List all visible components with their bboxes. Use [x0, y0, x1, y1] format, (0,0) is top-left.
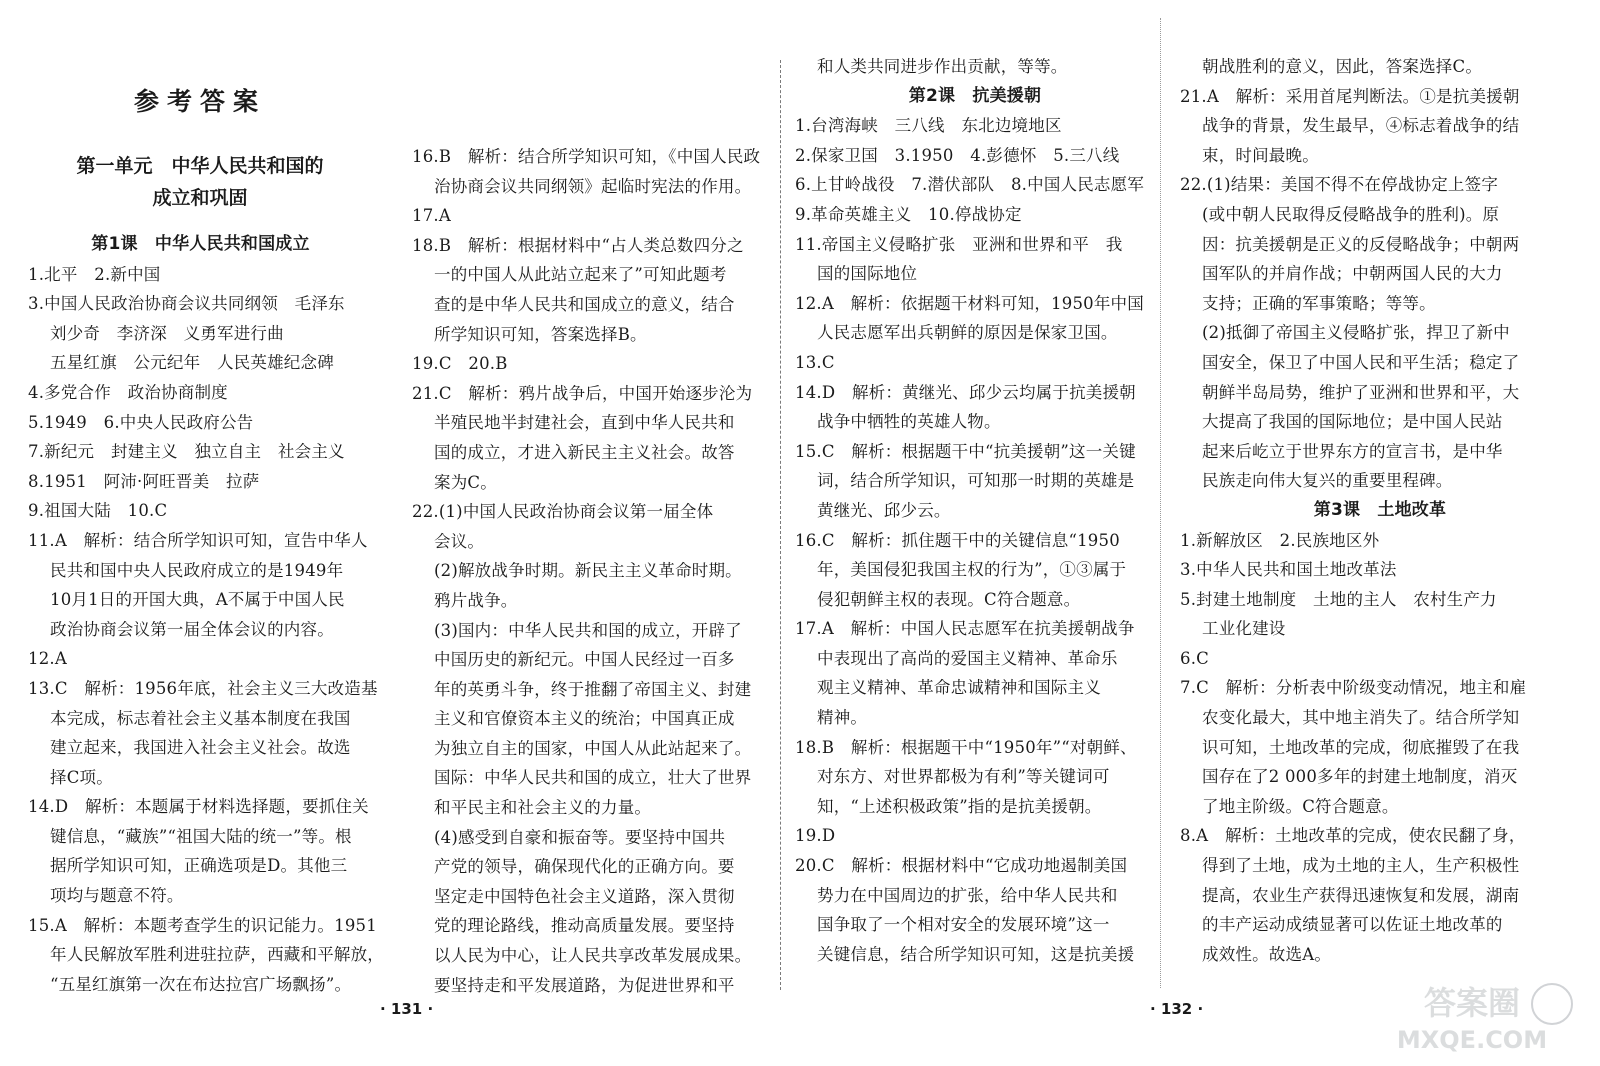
answer-line: 政治协商会议第一届全体会议的内容。	[50, 619, 334, 639]
answer-line: 战争中牺牲的英雄人物。	[817, 412, 1001, 432]
answer-line: 知，“上述积极政策”指的是抗美援朝。	[817, 796, 1102, 816]
answer-line: 要坚持走和平发展道路，为促进世界和平	[434, 975, 735, 995]
answer-line: 国际：中华人民共和国的成立，壮大了世界	[434, 768, 752, 788]
answer-line: 3.中华人民共和国土地改革法	[1180, 560, 1397, 580]
answer-line: 16.B 解析：结合所学知识可知，《中国人民政	[412, 147, 761, 166]
answer-line: 农变化最大，其中地主消失了。结合所学知	[1202, 708, 1520, 728]
unit-title	[0, 150, 400, 214]
watermark-text-bottom: MXQE.COM	[1396, 1026, 1548, 1054]
answer-line: 得到了土地，成为土地的主人，生产积极性	[1202, 856, 1520, 876]
answer-line: 19.C 20.B	[412, 354, 508, 374]
answer-line: 22.(1)中国人民政治协商会议第一届全体	[412, 502, 714, 522]
column-1	[28, 230, 384, 999]
answer-line: 势力在中国周边的扩张，给中华人民共和	[817, 885, 1118, 905]
answer-line: 16.C 解析：抓住题干中的关键信息“1950	[795, 530, 1120, 550]
answer-line: 束，时间最晚。	[1202, 145, 1319, 165]
answer-line: 13.C 解析：1956年底，社会主义三大改造基	[28, 678, 378, 698]
page-number-left: · 131 ·	[380, 1000, 434, 1018]
answer-line: 2.保家卫国 3.1950 4.彭德怀 5.三八线	[795, 145, 1120, 165]
unit-title-line2: 成立和巩固	[152, 187, 248, 209]
answer-line: (4)感受到自豪和振奋等。要坚持中国共	[434, 827, 726, 847]
answer-line: 6.C	[1180, 648, 1209, 668]
answer-line: 22.(1)结果：美国不得不在停战协定上签字	[1180, 175, 1499, 195]
answer-line: 关键信息，结合所学知识可知，这是抗美援	[817, 944, 1135, 964]
answer-line: 项均与题意不符。	[50, 886, 184, 906]
answer-line: (2)解放战争时期。新民主主义革命时期。	[434, 561, 742, 581]
answer-line: 建立起来，我国进入社会主义社会。故选	[50, 738, 351, 758]
answer-line: 查的是中华人民共和国成立的意义，结合	[434, 294, 735, 314]
answer-line: 侵犯朝鲜主权的表现。C符合题意。	[817, 589, 1081, 609]
lesson-title: 第1课 中华人民共和国成立	[91, 234, 310, 254]
answer-line: 1.北平 2.新中国	[28, 264, 161, 284]
answer-line: 择C项。	[50, 767, 113, 787]
watermark-logo	[1362, 976, 1582, 1056]
answer-line: 21.C 解析：鸦片战争后，中国开始逐步沦为	[412, 383, 753, 403]
answer-line: 民共和国中央人民政府成立的是1949年	[50, 560, 344, 580]
answer-line: 精神。	[817, 708, 868, 728]
answer-line: 8.1951 阿沛·阿旺晋美 拉萨	[28, 471, 260, 491]
column-divider	[780, 60, 781, 990]
answer-line: 15.A 解析：本题考查学生的识记能力。1951	[28, 915, 377, 935]
answer-line: 1.新解放区 2.民族地区外	[1180, 530, 1380, 550]
answer-line: 5.封建土地制度 土地的主人 农村生产力	[1180, 589, 1497, 609]
answer-line: 党的理论路线，推动高质量发展。要坚持	[434, 916, 735, 936]
answer-line: 鸦片战争。	[434, 590, 518, 610]
answer-line: 所学知识可知，答案选择B。	[434, 324, 647, 344]
lesson-title: 第2课 抗美援朝	[908, 85, 1042, 106]
answer-line: 和平民主和社会主义的力量。	[434, 798, 652, 818]
answer-line: 3.中国人民政治协商会议共同纲领 毛泽东	[28, 294, 345, 314]
answer-line: 18.B 解析：根据题干中“1950年”“对朝鲜、	[795, 737, 1137, 757]
answer-line: 工业化建设	[1202, 619, 1286, 639]
answer-line: 20.C 解析：根据材料中“它成功地遏制美国	[795, 856, 1128, 876]
answer-line: 13.C	[795, 352, 835, 372]
answer-line: 词，结合所学知识，可知那一时期的英雄是	[817, 471, 1135, 491]
answer-line: 11.帝国主义侵略扩张 亚洲和世界和平 我	[795, 234, 1123, 254]
answer-line: 14.D 解析：本题属于材料选择题，要抓住关	[28, 797, 369, 817]
answer-line: 年的英勇斗争，终于推翻了帝国主义、封建	[434, 679, 752, 699]
answer-line: (3)国内：中华人民共和国的成立，开辟了	[434, 620, 742, 640]
answer-line: 民族走向伟大复兴的重要里程碑。	[1202, 471, 1453, 491]
answer-line: 因：抗美援朝是正义的反侵略战争；中朝两	[1202, 234, 1520, 254]
answer-line: 刘少奇 李济深 义勇军进行曲	[50, 323, 284, 343]
page-number-right: · 132 ·	[1150, 1000, 1204, 1018]
answer-line: 半殖民地半封建社会，直到中华人民共和	[434, 413, 735, 433]
answer-line: 一的中国人从此站立起来了”可知此题考	[434, 265, 727, 285]
answer-line: 12.A	[28, 649, 67, 669]
page-title: 参考答案	[133, 87, 266, 116]
answer-line: 19.D	[795, 826, 836, 846]
watermark-text-top: 答案圈	[1423, 984, 1521, 1022]
answer-line: 了地主阶级。C符合题意。	[1202, 796, 1399, 816]
answer-line: 为独立自主的国家，中国人从此站起来了。	[434, 738, 752, 758]
answer-line: 4.多党合作 政治协商制度	[28, 382, 228, 402]
answer-line: 主义和官僚资本主义的统治；中国真正成	[434, 709, 735, 729]
answer-line: 起来后屹立于世界东方的宣言书，是中华	[1202, 441, 1503, 461]
answer-line: 观主义精神、革命忠诚精神和国际主义	[817, 678, 1101, 698]
answer-line: 6.上甘岭战役 7.潜伏部队 8.中国人民志愿军	[795, 175, 1145, 195]
answer-line: 朝鲜半岛局势，维护了亚洲和世界和平，大	[1202, 382, 1520, 402]
column-divider	[1160, 18, 1161, 988]
answer-line: 17.A 解析：中国人民志愿军在抗美援朝战争	[795, 619, 1135, 639]
answer-line: 会议。	[434, 531, 485, 551]
answer-line: 9.革命英雄主义 10.停战协定	[795, 204, 1022, 224]
answer-line: 键信息，“藏族”“祖国大陆的统一”等。根	[50, 826, 352, 846]
answer-line: 对东方、对世界都极为有利”等关键词可	[817, 767, 1110, 787]
column-4	[1180, 52, 1580, 969]
answer-line: 治协商会议共同纲领》起临时宪法的作用。	[434, 176, 752, 196]
answer-line: 战争的背景，发生最早，④标志着战争的结	[1202, 116, 1520, 136]
answer-line: 识可知，土地改革的完成，彻底摧毁了在我	[1202, 737, 1520, 757]
answer-line: “五星红旗第一次在布达拉宫广场飘扬”。	[50, 974, 352, 994]
answer-line: 年，美国侵犯我国主权的行为”，①③属于	[817, 560, 1127, 580]
answer-line: 17.A	[412, 206, 451, 226]
answer-line: (或中朝人民取得反侵略战争的胜利)。原	[1202, 204, 1500, 224]
column-3	[795, 52, 1155, 969]
answer-line: 提高，农业生产获得迅速恢复和发展，湖南	[1202, 885, 1520, 905]
answer-line: 中国历史的新纪元。中国人民经过一百多	[434, 650, 735, 670]
answer-line: 成效性。故选A。	[1202, 944, 1332, 964]
answer-line: 15.C 解析：根据题干中“抗美援朝”这一关键	[795, 441, 1136, 461]
answer-line: 5.1949 6.中央人民政府公告	[28, 412, 254, 432]
answer-line: 国的成立，才进入新民主主义社会。故答	[434, 442, 735, 462]
answer-line: 国军队的并肩作战；中朝两国人民的大力	[1202, 264, 1503, 284]
answer-line: 朝战胜利的意义，因此，答案选择C。	[1202, 57, 1483, 76]
answer-line: (2)抵御了帝国主义侵略扩张，捍卫了新中	[1202, 323, 1510, 343]
answer-line: 12.A 解析：依据题干材料可知，1950年中国	[795, 293, 1144, 313]
answer-line: 10月1日的开国大典，A不属于中国人民	[50, 590, 345, 610]
answer-line: 五星红旗 公元纪年 人民英雄纪念碑	[50, 353, 334, 373]
answer-line: 据所学知识可知，正确选项是D。其他三	[50, 856, 348, 876]
answer-line: 的丰产运动成绩显著可以佐证土地改革的	[1202, 915, 1503, 935]
answer-line: 和人类共同进步作出贡献，等等。	[817, 57, 1068, 76]
unit-title-line1: 第一单元 中华人民共和国的	[76, 155, 324, 177]
answer-line: 案为C。	[434, 472, 497, 492]
answer-line: 大提高了我国的国际地位；是中国人民站	[1202, 412, 1503, 432]
answer-line: 本完成，标志着社会主义基本制度在我国	[50, 708, 351, 728]
answer-line: 1.台湾海峡 三八线 东北边境地区	[795, 116, 1062, 136]
answer-line: 9.祖国大陆 10.C	[28, 501, 168, 521]
answer-line: 年人民解放军胜利进驻拉萨，西藏和平解放，	[50, 945, 384, 965]
answer-line: 7.新纪元 封建主义 独立自主 社会主义	[28, 442, 345, 462]
answer-line: 黄继光、邱少云。	[817, 500, 951, 520]
answer-line: 11.A 解析：结合所学知识可知，宣告中华人	[28, 530, 368, 550]
answer-line: 产党的领导，确保现代化的正确方向。要	[434, 857, 735, 877]
answer-line: 坚定走中国特色社会主义道路，深入贯彻	[434, 886, 735, 906]
answer-line: 人民志愿军出兵朝鲜的原因是保家卫国。	[817, 323, 1118, 343]
answer-line: 7.C 解析：分析表中阶级变动情况，地主和雇	[1180, 678, 1527, 698]
answer-line: 18.B 解析：根据材料中“占人类总数四分之	[412, 235, 744, 255]
column-2	[412, 142, 777, 1000]
answer-line: 14.D 解析：黄继光、邱少云均属于抗美援朝	[795, 382, 1136, 402]
answer-line: 8.A 解析：土地改革的完成，使农民翻了身，	[1180, 826, 1526, 846]
answer-line: 支持；正确的军事策略；等等。	[1202, 293, 1436, 313]
answer-line: 以人民为中心，让人民共享改革发展成果。	[434, 946, 752, 966]
lesson-title: 第3课 土地改革	[1313, 499, 1447, 520]
answer-line: 中表现出了高尚的爱国主义精神、革命乐	[817, 648, 1118, 668]
answer-line: 国安全，保卫了中国人民和平生活；稳定了	[1202, 352, 1520, 372]
answer-line: 国的国际地位	[817, 264, 918, 284]
answer-line: 国存在了2 000多年的封建土地制度，消灭	[1202, 767, 1518, 787]
answer-line: 21.A 解析：采用首尾判断法。①是抗美援朝	[1180, 86, 1520, 106]
answer-line: 国争取了一个相对安全的发展环境”这一	[817, 915, 1110, 935]
